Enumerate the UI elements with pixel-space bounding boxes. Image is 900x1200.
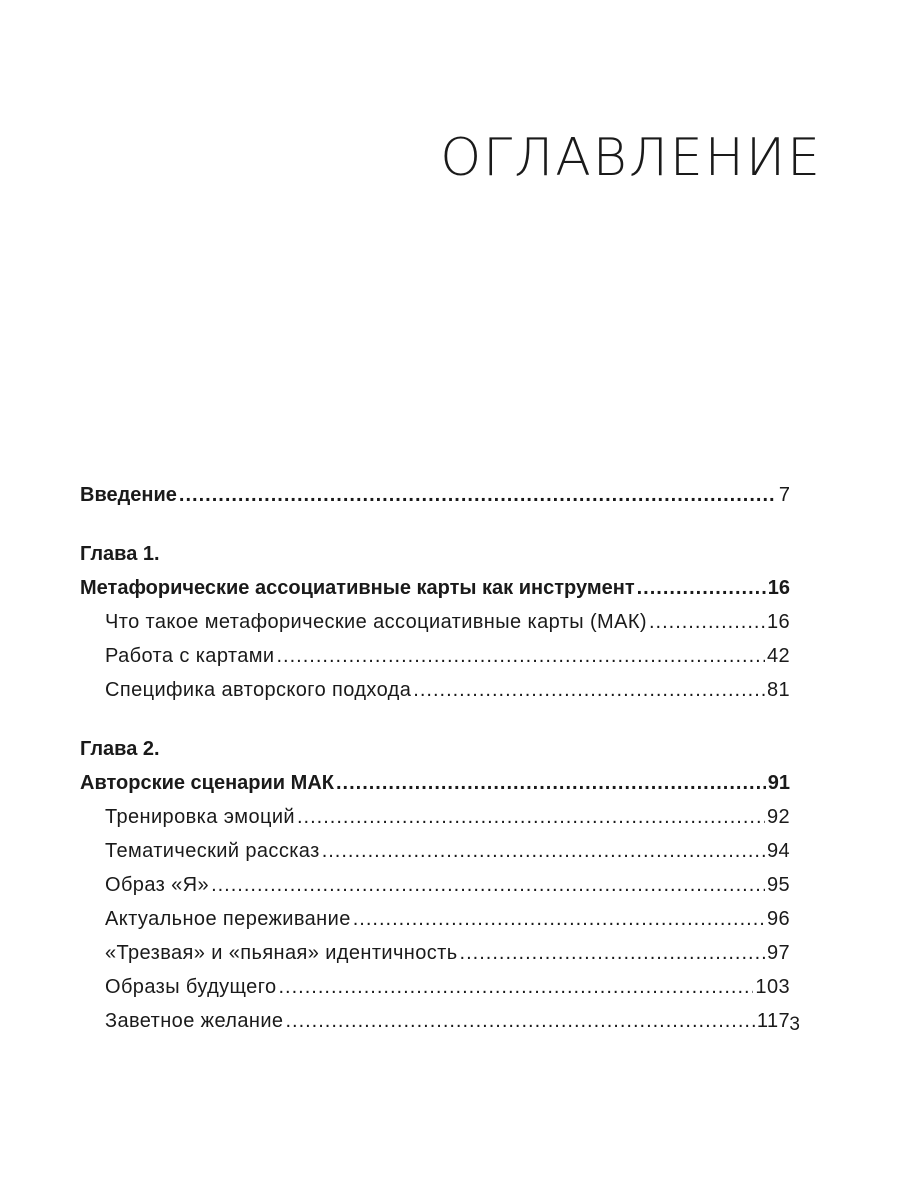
dot-leader <box>285 1004 754 1038</box>
toc-entry-page: 7 <box>778 484 790 506</box>
toc-entry-page: 103 <box>755 976 790 998</box>
dot-leader <box>279 970 754 1004</box>
toc-entry-label: Заветное желание <box>105 1010 284 1032</box>
toc-entry-section[interactable] <box>80 1004 790 1038</box>
page-title: ОГЛАВЛЕНИЕ <box>440 128 822 188</box>
toc-entry-label: Что такое метафорические ассоциативные карты (МАК) <box>105 611 647 633</box>
toc-entry-page: 16 <box>767 577 790 599</box>
toc-entry-page: 91 <box>767 772 790 794</box>
toc-entry-section[interactable] <box>80 800 790 834</box>
dot-leader <box>179 478 777 512</box>
dot-leader <box>277 639 765 673</box>
dot-leader <box>637 571 766 605</box>
toc-entry-page: 92 <box>766 806 790 828</box>
toc-entry-label: «Трезвая» и «пьяная» идентичность <box>105 942 458 964</box>
toc-entry-label: Введение <box>80 484 177 506</box>
toc-entry-chapter-1[interactable] <box>80 571 790 605</box>
dot-leader <box>649 605 765 639</box>
toc-entry-page: 96 <box>766 908 790 930</box>
toc-entry-label: Образ «Я» <box>105 874 210 896</box>
chapter-1-number: Глава 1. <box>80 543 160 565</box>
toc-entry-label: Актуальное переживание <box>105 908 351 930</box>
dot-leader <box>297 800 765 834</box>
toc-entry-chapter-2[interactable] <box>80 766 790 800</box>
toc-entry-page: 95 <box>766 874 790 896</box>
dot-leader <box>353 902 765 936</box>
toc-entry-page: 117 <box>756 1010 790 1032</box>
toc-entry-label: Образы будущего <box>105 976 277 998</box>
toc-entry-page: 97 <box>766 942 790 964</box>
toc-entry-label: Специфика авторского подхода <box>105 679 412 701</box>
page-number: 3 <box>789 1014 800 1035</box>
dot-leader <box>322 834 765 868</box>
dot-leader <box>413 673 765 707</box>
toc-entry-label: Тематический рассказ <box>105 840 320 862</box>
toc-entry-section[interactable] <box>80 834 790 868</box>
toc-entry-page: 81 <box>766 679 790 701</box>
toc-entry-page: 16 <box>766 611 790 633</box>
toc-entry-section[interactable] <box>80 639 790 673</box>
dot-leader <box>336 766 766 800</box>
toc-entry-page: 94 <box>766 840 790 862</box>
toc-entry-introduction[interactable] <box>80 478 790 512</box>
dot-leader <box>460 936 765 970</box>
toc-entry-section[interactable] <box>80 605 790 639</box>
toc-entry-label: Метафорические ассоциативные карты как инструмент <box>80 577 635 599</box>
toc-entry-label: Тренировка эмоций <box>105 806 295 828</box>
toc-entry-page: 42 <box>766 645 790 667</box>
toc-entry-section[interactable] <box>80 868 790 902</box>
toc-entry-label: Авторские сценарии МАК <box>80 772 334 794</box>
toc-entry-section[interactable] <box>80 673 790 707</box>
toc-entry-section[interactable] <box>80 936 790 970</box>
dot-leader <box>211 868 765 902</box>
toc-entry-label: Работа с картами <box>105 645 275 667</box>
chapter-2-number: Глава 2. <box>80 738 160 760</box>
table-of-contents <box>80 478 790 1038</box>
toc-entry-section[interactable] <box>80 970 790 1004</box>
toc-entry-section[interactable] <box>80 902 790 936</box>
